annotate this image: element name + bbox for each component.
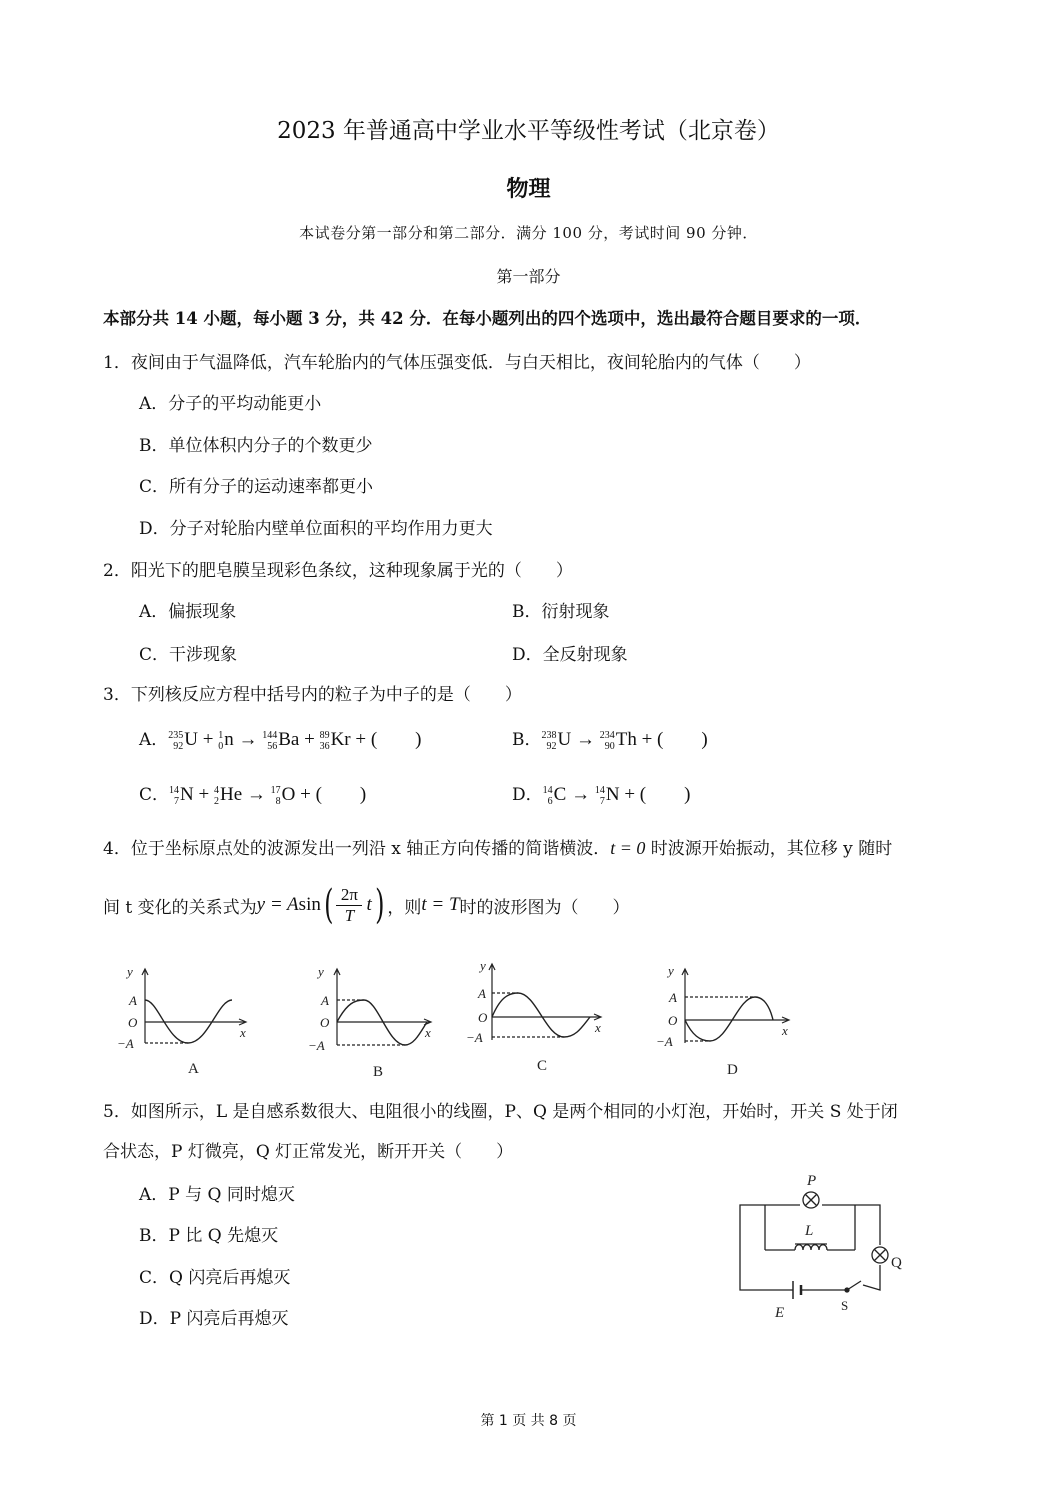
n14-isotope: 14 7 [594,784,605,807]
formula-sin: sin [298,894,321,915]
plus-sign: + [299,729,320,750]
part-instructions: 本部分共 14 小题，每小题 3 分，共 42 分．在每小题列出的四个选项中，选出最符合题目要求的一项． [103,309,872,328]
n-symbol: N [180,784,194,805]
u-symbol: U [557,729,572,750]
q2-option-a[interactable]: A．偏振现象 [139,602,237,622]
question-1-stem: 1．夜间由于气温降低，汽车轮胎内的气体压强变低．与白天相比，夜间轮胎内的气体（ ） [103,353,811,373]
question-4-stem-line2 [103,880,630,930]
graph-a-origin-label: O [128,1015,138,1030]
neutron-isotope: 1 0 [218,729,224,752]
c-symbol: C [553,784,567,805]
kr89-isotope: 89 36 [319,729,330,752]
graph-c-caption: C [537,1058,548,1074]
graph-c-amp-label: A [478,986,486,1001]
page-footer: 第 1 页 共 8 页 [480,1413,577,1429]
bulb-p-icon [803,1192,819,1208]
formula-t-equals-T: t = T [421,894,460,915]
fraction [336,885,362,926]
q1-option-c[interactable]: C．所有分子的运动速率都更小 [139,477,374,497]
q2-option-d[interactable]: D．全反射现象 [512,645,628,665]
q5-circuit-diagram [735,1165,915,1325]
unknown-particle: + ( ) [350,729,422,750]
o17-isotope: 17 8 [270,784,281,807]
graph-d-caption: D [727,1062,738,1078]
u-symbol: U [184,729,199,750]
fraction-numerator: 2π [340,884,359,904]
q3-option-b[interactable] [512,724,708,752]
bulb-q-icon [872,1247,888,1263]
label-l: L [805,1223,814,1239]
ba144-isotope: 144 56 [262,729,278,752]
he-symbol: He [219,784,243,805]
exam-intro: 本试卷分第一部分和第二部分．满分 100 分，考试时间 90 分钟． [299,224,758,242]
graph-d-amp-label: A [669,990,677,1005]
formula-t: t [366,894,372,915]
n-symbol: N [605,784,620,805]
graph-c-origin-label: O [478,1010,488,1025]
graph-d-origin-label: O [668,1013,678,1028]
label-e: E [775,1305,785,1321]
graph-a-neg-amp-label: −A [117,1036,134,1051]
arrow: → [233,729,263,750]
subject-title: 物理 [506,176,551,202]
graph-c[interactable] [489,964,601,1040]
q5-option-b[interactable]: B．P 比 Q 先熄灭 [139,1226,279,1246]
arrow: → [242,784,271,805]
question-4-stem-line1 [103,834,892,859]
arrow: → [571,729,600,750]
q3-option-d[interactable] [512,779,690,807]
graph-d-neg-amp-label: −A [656,1034,673,1049]
q2-option-b[interactable]: B．衍射现象 [512,602,610,622]
part-heading: 第一部分 [496,267,561,286]
graph-d-x-label: x [782,1023,788,1038]
kr-symbol: Kr [330,729,351,750]
th-symbol: Th [615,729,637,750]
graph-b-y-label: y [318,964,324,979]
label-p: P [807,1173,817,1189]
graph-d[interactable] [682,969,789,1043]
question-5-stem-line1: 5．如图所示，L 是自感系数很大、电阻很小的线圈，P、Q 是两个相同的小灯泡，开始时，开关 S 处于闭 [103,1102,898,1122]
q1-option-a[interactable]: A．分子的平均动能更小 [139,394,322,414]
q4-waveform-options [100,955,810,1080]
q3-a-label: A． [139,730,169,750]
graph-a-caption: A [188,1061,199,1077]
graph-d-y-label: y [668,963,674,978]
unknown-particle: + ( ) [295,784,367,805]
q3-b-label: B． [512,730,542,750]
graph-c-neg-amp-label: −A [466,1030,483,1045]
q4-text: 4．位于坐标原点处的波源发出一列沿 x 轴正方向传播的简谐横波． [103,839,611,859]
graph-b-neg-amp-label: −A [308,1038,325,1053]
fraction-denominator: T [344,905,355,925]
u238-isotope: 238 92 [541,729,557,752]
left-paren: ( [323,882,334,928]
graph-b-caption: B [373,1064,384,1080]
battery-e-icon [790,1281,809,1299]
q3-d-label: D． [512,785,543,805]
graph-b-amp-label: A [321,993,329,1008]
switch-s-icon [845,1281,861,1292]
q4-text: 时波源开始振动，其位移 y 随时 [645,839,893,859]
arrow: → [566,784,595,805]
plus-sign: + [198,729,219,750]
u235-isotope: 235 92 [168,729,184,752]
q3-option-a[interactable] [139,724,422,752]
plus-sign: + [193,784,214,805]
th234-isotope: 234 90 [599,729,615,752]
graph-a-amp-label: A [129,993,137,1008]
graph-a[interactable] [142,969,246,1043]
exam-title: 2023 年普通高中学业水平等级性考试（北京卷） [277,118,780,144]
o-symbol: O [281,784,296,805]
unknown-particle: + ( ) [636,729,708,750]
q3-option-c[interactable] [139,779,366,807]
graph-b[interactable] [334,969,431,1045]
graph-c-x-label: x [595,1020,601,1035]
q4-text: 间 t 变化的关系式为 [103,897,257,918]
question-3-stem: 3．下列核反应方程中括号内的粒子为中子的是（ ） [103,685,522,705]
graph-a-x-label: x [240,1025,246,1040]
q4-text: 时的波形图为（ ） [459,897,630,918]
label-q: Q [891,1255,902,1271]
c14-isotope: 14 6 [542,784,553,807]
label-s: S [841,1298,849,1313]
n-symbol: n [224,729,234,750]
graph-a-y-label: y [127,964,133,979]
inductor-l-icon [795,1245,827,1250]
q3-c-label: C． [139,785,170,805]
q5-option-c[interactable]: C．Q 闪亮后再熄灭 [139,1268,291,1288]
ba-symbol: Ba [278,729,300,750]
graph-b-x-label: x [425,1025,431,1040]
he4-isotope: 4 2 [213,784,219,807]
q1-option-d[interactable]: D．分子对轮胎内壁单位面积的平均作用力更大 [139,519,493,539]
formula-lhs: y = A [256,894,299,915]
question-2-stem: 2．阳光下的肥皂膜呈现彩色条纹，这种现象属于光的（ ） [103,561,573,581]
unknown-particle: + ( ) [619,784,691,805]
graph-b-origin-label: O [320,1015,330,1030]
q4-t0: t = 0 [610,838,646,858]
n14-isotope: 14 7 [169,784,180,807]
right-paren: ) [374,882,385,928]
question-5-stem-line2: 合状态，P 灯微亮，Q 灯正常发光，断开开关（ ） [103,1142,514,1162]
q5-option-a[interactable]: A．P 与 Q 同时熄灭 [139,1185,295,1205]
q1-option-b[interactable]: B．单位体积内分子的个数更少 [139,436,373,456]
q4-text: ，则 [387,897,422,918]
q5-option-d[interactable]: D．P 闪亮后再熄灭 [139,1309,289,1329]
graph-c-y-label: y [480,958,486,973]
q2-option-c[interactable]: C．干涉现象 [139,645,238,665]
